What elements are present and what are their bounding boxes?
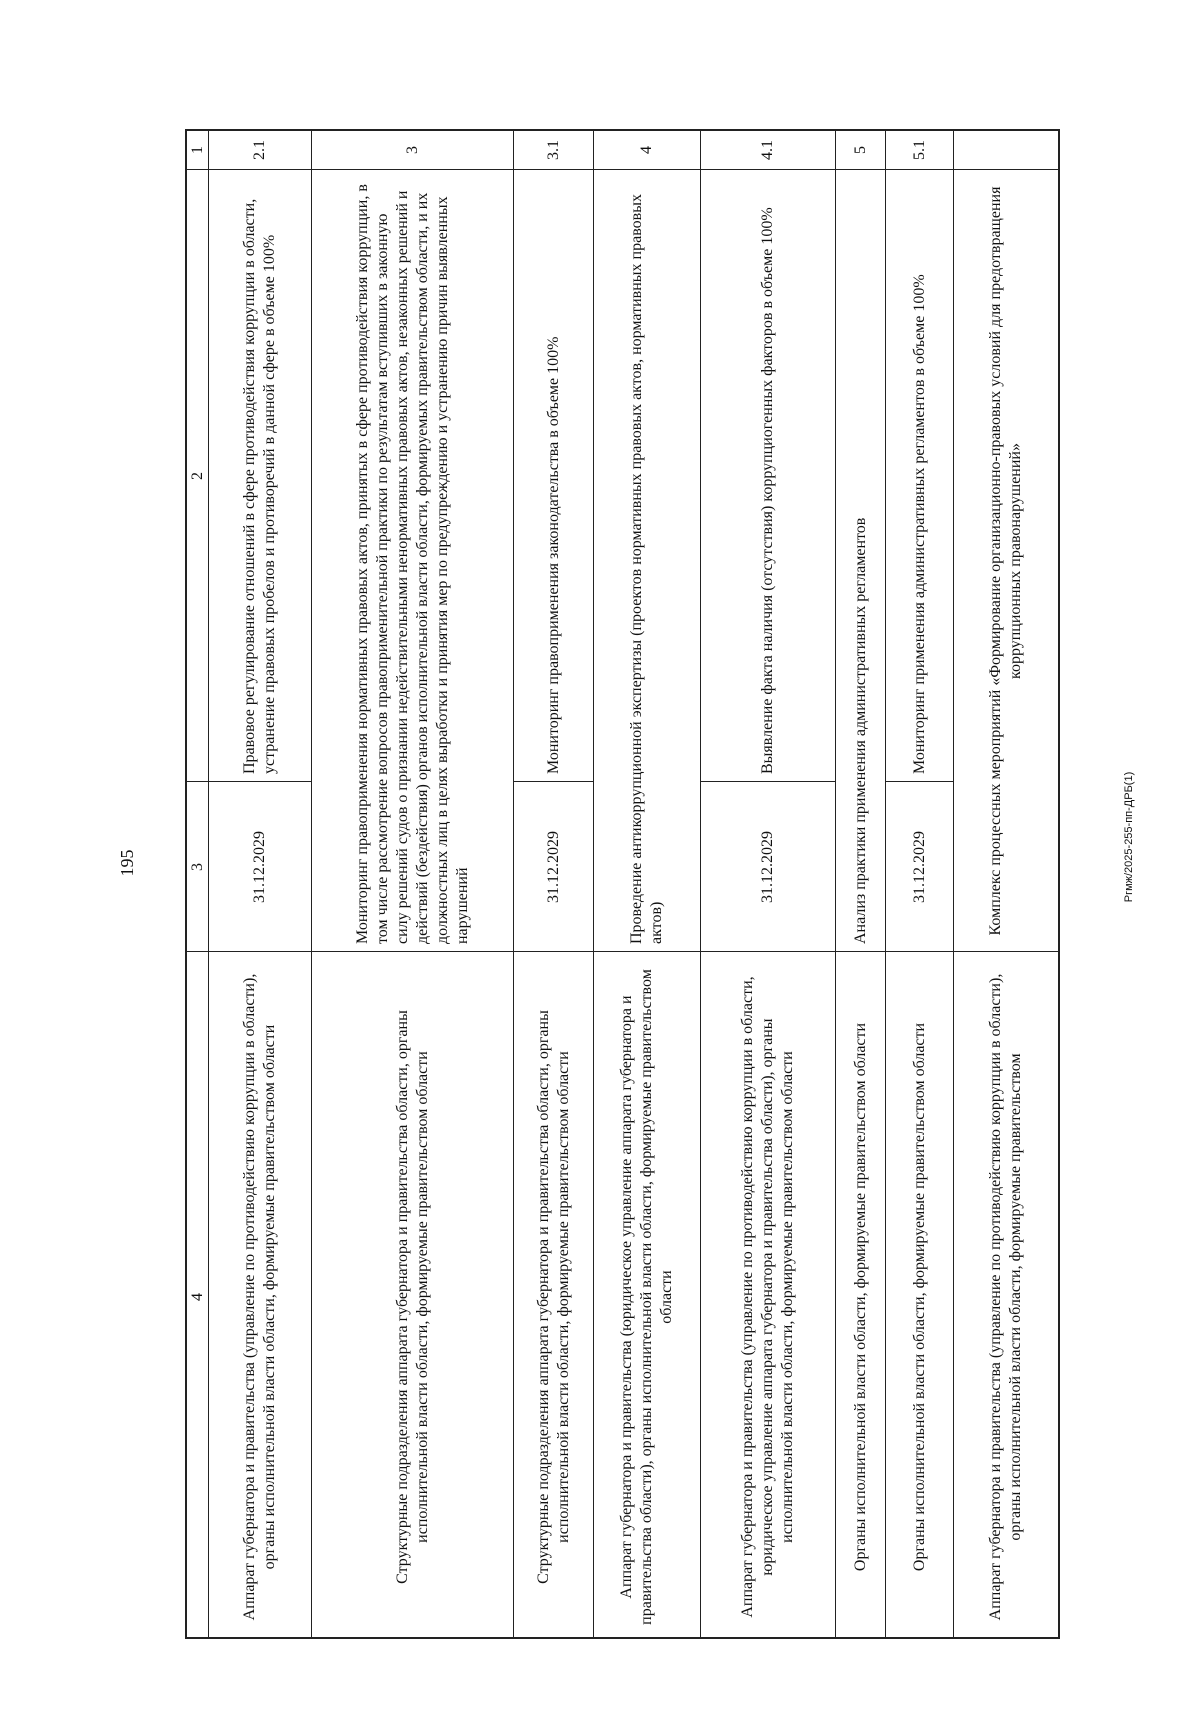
row-number-cell: 5.1 [910, 140, 928, 160]
document-code: Ргмж/2025-255-пп-ДРБ(1) [1123, 771, 1135, 903]
executor-cell: Аппарат губернатора и правительства (управление по противодействию коррупции в области), органы исполнительной власти области, формируемые правительством [954, 951, 1058, 1641]
measure-cell: Проведение антикоррупционной экспертизы (проектов нормативных правовых актов, нормативных правовых актов) [594, 169, 700, 951]
deadline-cell: 31.12.2029 [701, 781, 835, 951]
executor-cell: Структурные подразделения аппарата губернатора и правительства области, органы исполнительной власти области, формируемые правительством области [312, 951, 513, 1641]
table-row [954, 131, 1058, 1637]
measure-cell: Мониторинг применения административных регламентов в объеме 100% [886, 169, 953, 781]
measures-table [185, 129, 1060, 1639]
header-cell-4: 4 [187, 951, 208, 1641]
executor-cell: Органы исполнительной власти области, формируемые правительством области [836, 951, 885, 1641]
table-row [886, 131, 954, 1637]
executor-cell: Аппарат губернатора и правительства (управление по противодействию коррупции в области), органы исполнительной власти области, формируемые правительством области [209, 951, 311, 1641]
table-row [836, 131, 886, 1637]
deadline-cell: 31.12.2029 [209, 781, 311, 951]
row-number-cell: 3 [403, 146, 421, 154]
header-cell-1: 1 [188, 146, 206, 154]
measure-cell: Мониторинг правоприменения законодательства в объеме 100% [514, 169, 593, 781]
measure-cell: Анализ практики применения административных регламентов [836, 169, 885, 951]
row-number-cell: 4 [638, 146, 655, 154]
row-number-cell [954, 131, 1058, 169]
deadline-cell: 31.12.2029 [886, 781, 953, 951]
header-cell-2: 2 [187, 169, 208, 781]
table-row [594, 131, 701, 1637]
header-cell-3: 3 [187, 781, 208, 951]
measure-cell: Комплекс процессных мероприятий «Формирование организационно-правовых условий для предотвращения коррупционных правонарушений» [954, 169, 1058, 951]
table-row [701, 131, 836, 1637]
deadline-cell: 31.12.2029 [514, 781, 593, 951]
row-number-cell: 5 [851, 146, 869, 154]
row-number-cell: 2.1 [251, 140, 268, 160]
table-header-row [187, 131, 209, 1637]
executor-cell: Структурные подразделения аппарата губернатора и правительства области, органы исполнительной власти области, формируемые правительством области [514, 951, 593, 1641]
executor-cell: Органы исполнительной власти области, формируемые правительством области [886, 951, 953, 1641]
executor-cell: Аппарат губернатора и правительства (юридическое управление аппарата губернатора и правительства области), органы исполнительной власти области, формируемые правительством области [594, 951, 700, 1641]
row-number-cell: 3.1 [544, 140, 562, 160]
page-number: 195 [117, 849, 137, 877]
executor-cell: Аппарат губернатора и правительства (управление по противодействию коррупции в области, юридическое управление аппарата губернатора и правительства области), органы исполнительной власти области, формируемые правительством области [701, 951, 835, 1641]
measure-cell: Правовое регулирование отношений в сфере противодействия коррупции в области, устранение правовых пробелов и противоречий в данной сфере в объеме 100% [209, 169, 311, 781]
row-number-cell: 4.1 [759, 140, 776, 160]
measure-cell: Выявление факта наличия (отсутствия) коррупциогенных факторов в объеме 100% [701, 169, 835, 781]
measure-cell: Мониторинг правоприменения нормативных правовых актов, принятых в сфере противодействия коррупции, в том числе рассмотрение вопросов правоприменительной практики по результатам вступивших в законную силу решений судов о признании недействительными ненормативных правовых актов, незаконных решений и действий (бездействия) органов исполнительной власти области, формируемых правительством области, и их должностных лиц в целях выработки и принятия мер по предупреждению и устранению причин выявленных нарушений [312, 169, 513, 951]
table-row [514, 131, 594, 1637]
table-row [312, 131, 514, 1637]
table-row [209, 131, 312, 1637]
